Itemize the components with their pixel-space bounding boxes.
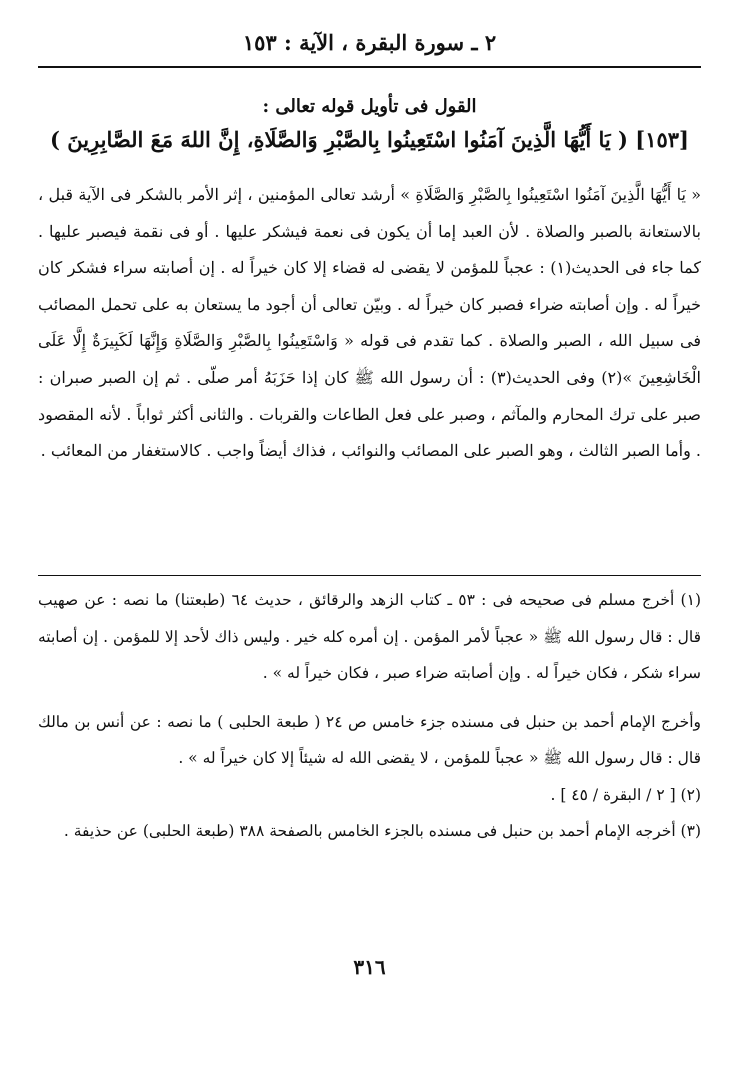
section-title: القول فى تأويل قوله تعالى : <box>262 96 477 117</box>
commentary-paragraph: « يَا أَيُّهَا الَّذِينَ آمَنُوا اسْتَعِينُوا بِالصَّبْرِ وَالصَّلَاةِ » أرشد تعالى المؤمنين ، إثر الأمر بالشكر فى الآية قبل ، بالاستعانة بالصبر والصلاة . لأن العبد إما أن يكون فى نعمة فيشكر عليها . أو فى نقمة فيصبر عليها . كما جاء فى الحديث(١) : عجباً للمؤمن لا يقضى له قضاء إلا كان خيراً له . إن أصابته سراء فشكر كان خيراً له . وإن أصابته ضراء فصبر كان خيراً له . وبيّن تعالى أن أجود ما يستعان به على تحمل المصائب فى سبيل الله ، الصبر والصلاة . كما تقدم فى قوله « وَاسْتَعِينُوا بِالصَّبْرِ وَالصَّلَاةِ وَإِنَّهَا لَكَبِيرَةٌ إِلَّا عَلَى الْخَاشِعِينَ »(٢) وفى الحديث(٣) : أن رسول الله ﷺ كان إذا حَزَبَهُ أمر صلّى . ثم إن الصبر صبران : صبر على ترك المحارم والمآثم ، وصبر على فعل الطاعات والقربات . والثانى أكثر ثواباً . لأنه المقصود . وأما الصبر الثالث ، وهو الصبر على المصائب والنوائب ، فذاك أيضاً واجب . كالاستغفار من المعائب . <box>38 185 702 461</box>
commentary-body <box>38 177 701 470</box>
footnote-divider <box>38 575 701 576</box>
running-header: ٢ ـ سورة البقرة ، الآية : ١٥٣ <box>242 30 497 55</box>
footnote-1: (١) أخرج مسلم فى صحيحه فى : ٥٣ ـ كتاب الزهد والرقائق ، حديث ٦٤ (طبعتنا) ما نصه : عن صهيب قال : قال رسول الله ﷺ « عجباً لأمر المؤمن . إن أمره كله خير . وليس ذاك لأحد إلا للمؤمن . إن أصابته سراء شكر ، فكان خيراً له . وإن أصابته ضراء صبر ، فكان خيراً له » . <box>38 591 701 682</box>
header-divider <box>38 66 701 68</box>
footnotes <box>38 582 701 850</box>
footnote-1-continued: وأخرج الإمام أحمد بن حنبل فى مسنده جزء خامس ص ٢٤ ( طبعة الحلبى ) ما نصه : عن أنس بن مالك قال : قال رسول الله ﷺ « عجباً للمؤمن ، لا يقضى الله له شيئاً إلا كان خيراً له » . <box>38 712 701 767</box>
quranic-verse: [١٥٣] ( يَا أَيُّهَا الَّذِينَ آمَنُوا اسْتَعِينُوا بِالصَّبْرِ وَالصَّلَاةِ، إِنَّ اللهَ مَعَ الصَّابِرِينَ ) <box>50 127 689 152</box>
footnote-2: (٢) [ ٢ / البقرة / ٤٥ ] . <box>550 785 701 804</box>
footnote-3: (٣) أخرجه الإمام أحمد بن حنبل فى مسنده بالجزء الخامس بالصفحة ٣٨٨ (طبعة الحلبى) عن حذيفة . <box>63 822 701 840</box>
page-number: ٣١٦ <box>353 955 386 979</box>
